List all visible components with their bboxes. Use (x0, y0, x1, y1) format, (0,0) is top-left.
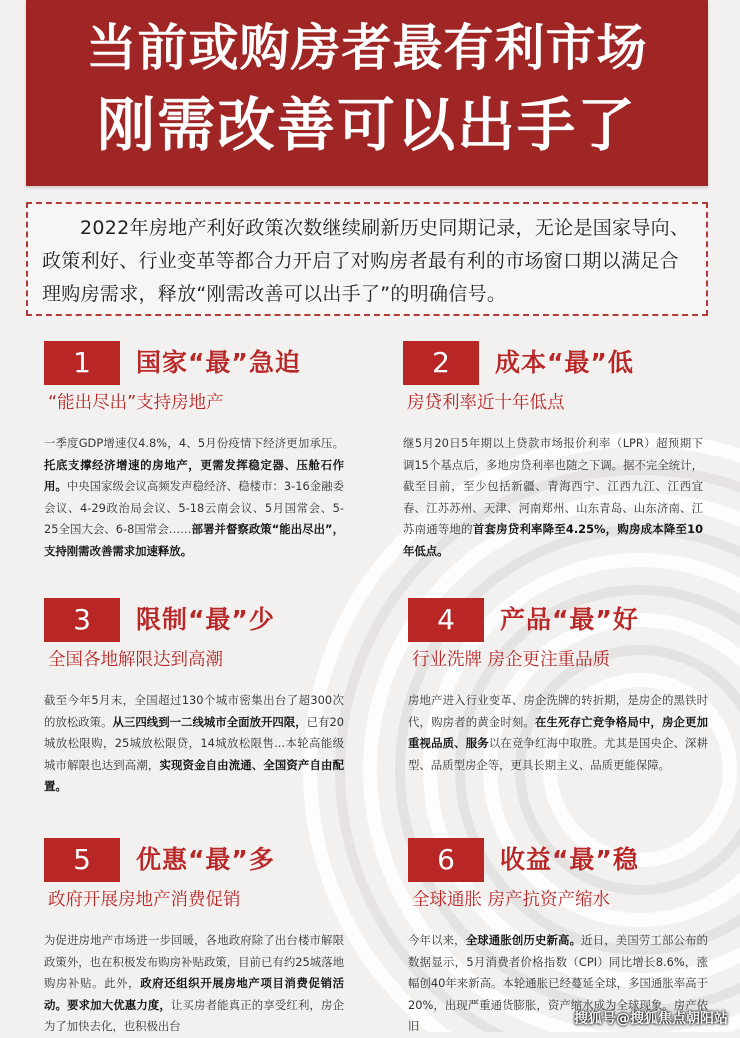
section-subtitle: 全球通胀 房产抗资产缩水 (412, 890, 611, 910)
header-title-line1: 当前或购房者最有利市场 (86, 19, 648, 77)
section-body: 继5月20日5年期以上贷款市场报价利率（LPR）超预期下调15个基点后，多地房贷利率也随之下调。据不完全统计，截至目前，至少包括新疆、青海西宁、江西九江、江西宜春、江苏苏州、天津、河南郑州、山东青岛、山东济南、江苏南通等地的首套房贷利率降至4.25%，购房成本降至10年低点。 (403, 436, 703, 558)
section-number: 2 (403, 341, 479, 385)
section-title: 产品“最”好 (500, 605, 639, 634)
header-banner (26, 0, 708, 186)
header-title-line2: 刚需改善可以出手了 (96, 91, 637, 159)
section-title: 限制“最”少 (136, 605, 275, 634)
section-subtitle: “能出尽出”支持房地产 (48, 393, 224, 413)
section-body: 截至今年5月末，全国超过130个城市密集出台了超300次的放松政策。从三四线到一二线城市全面放开四限，已有20城放松限购，25城放松限贷，14城放松限售...本轮高能级城市解限也达到高潮，实现资金自由流通、全国资产自由配置。 (44, 693, 344, 794)
section-subtitle: 行业洗牌 房企更注重品质 (412, 650, 611, 670)
intro-text: 2022年房地产利好政策次数继续刷新历史同期记录，无论是国家导向、政策利好、行业变革等都合力开启了对购房者最有利的市场窗口期以满足合理购房需求，释放“刚需改善可以出手了”的明确信号。 (42, 217, 690, 305)
section-body: 今年以来，全球通胀创历史新高。近日，美国劳工部公布的数据显示，5月消费者价格指数（CPI）同比增长8.6%，涨幅创40年来新高。本轮通胀已经蔓延全球，多国通胀率高于20%，出现严重通货膨胀，资产缩水成为全球现象。房产依旧 (408, 933, 708, 1034)
section-subtitle: 全国各地解限达到高潮 (48, 650, 223, 670)
section-number: 5 (44, 838, 120, 882)
section-body: 房地产进入行业变革、房企洗牌的转折期，是房企的黑铁时代，购房者的黄金时刻。在生死存亡竞争格局中，房企更加重视品质、服务以在竞争红海中取胜。尤其是国央企、深耕型、品质型房企等，更具长期主义、品质更能保障。 (408, 693, 708, 772)
section-body: 为促进房地产市场进一步回暖，各地政府除了出台楼市解限政策外，也在积极发布购房补贴政策，目前已有约25城落地购房补贴。此外，政府还组织开展房地产项目消费促销活动。要求加大优惠力度，让买房者能真正的享受红利，房企为了加快去化，也积极出台 (44, 933, 344, 1034)
intro-box (26, 202, 708, 316)
section-number: 4 (408, 598, 484, 642)
section-title: 优惠“最”多 (136, 845, 275, 874)
section-title: 成本“最”低 (495, 348, 634, 377)
section-number: 1 (44, 341, 120, 385)
section-number: 6 (408, 838, 484, 882)
watermark: 搜狐号@搜狐焦点朝阳站 (574, 1011, 728, 1027)
section-subtitle: 政府开展房地产消费促销 (48, 890, 241, 910)
section-title: 国家“最”急迫 (136, 348, 301, 377)
section-body: 一季度GDP增速仅4.8%，4、5月份疫情下经济更加承压。托底支撑经济增速的房地产，更需发挥稳定器、压舱石作用。中央国家级会议高频发声稳经济、稳楼市：3-16金融委会议、4-29政治局会议、5-18云南会议、5月国常会、5-25全国大会、6-8国常会……部署并督察政策“能出尽出”，支持刚需改善需求加速释放。 (44, 436, 344, 558)
section-number: 3 (44, 598, 120, 642)
section-subtitle: 房贷利率近十年低点 (407, 393, 565, 413)
section-title: 收益“最”稳 (500, 845, 639, 874)
